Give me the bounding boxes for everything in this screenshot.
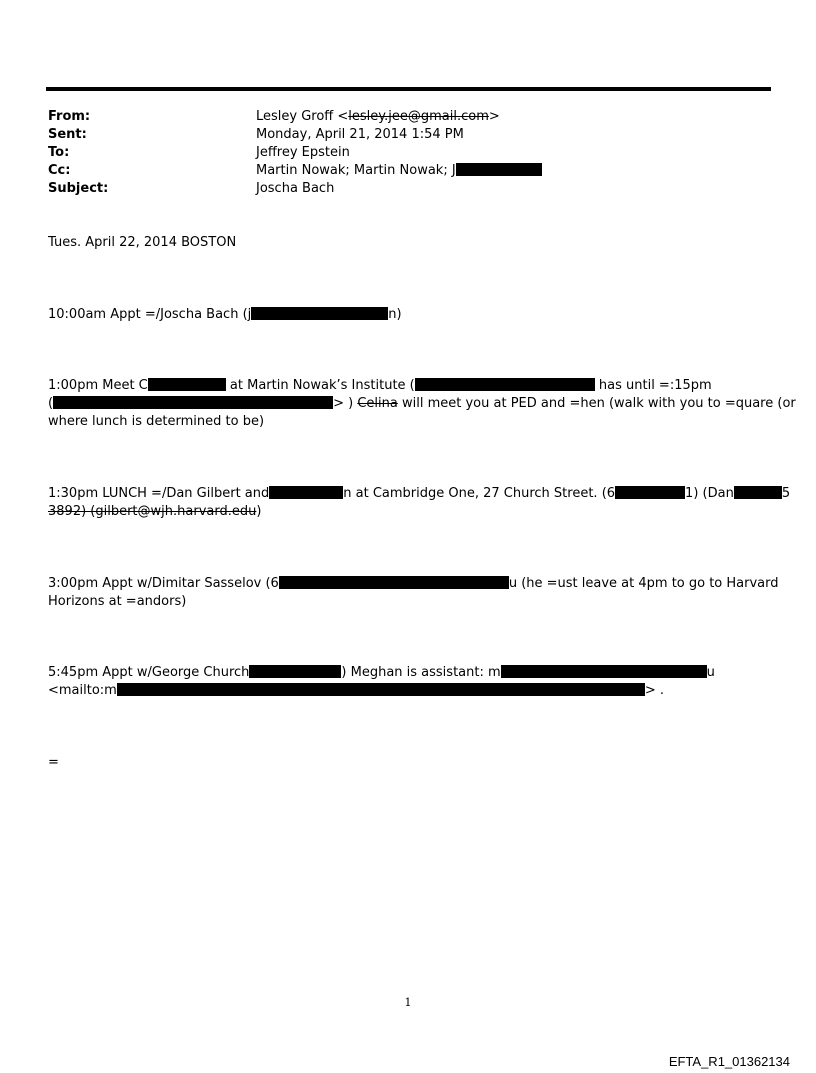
document-id: EFTA_R1_01362134 (668, 1054, 790, 1069)
appt-text: 1) (Dan (685, 486, 734, 501)
struck-contact: 3892) (gilbert@wjh.harvard.edu (48, 504, 257, 519)
appt-text: 10:00am Appt =/Joscha Bach (j (48, 307, 252, 322)
appt-text: 5:45pm Appt w/George Church (48, 665, 250, 680)
redaction-bar (148, 378, 226, 391)
appt-text: at Martin Nowak’s Institute ( (229, 378, 415, 393)
cc-value (256, 162, 542, 180)
subject-label: Subject: (48, 181, 109, 196)
sent-label: Sent: (48, 127, 87, 142)
paren-open: ( (48, 396, 54, 411)
redaction-bar (734, 486, 782, 499)
redaction-bar (117, 683, 645, 696)
appt-lunch-line2 (48, 503, 261, 521)
cc-label: Cc: (48, 163, 71, 178)
redaction-bar (269, 486, 343, 499)
appt-text: n) (388, 307, 402, 322)
from-close: > (488, 109, 500, 124)
page-number: 1 (404, 996, 412, 1009)
redaction-bar (501, 665, 707, 678)
sent-value: Monday, April 21, 2014 1:54 PM (256, 127, 464, 142)
redaction-bar (415, 378, 595, 391)
redaction-bar (279, 576, 509, 589)
to-label: To: (48, 145, 70, 160)
redaction-bar (249, 665, 341, 678)
appt-text: ) Meghan is assistant: m (341, 665, 501, 680)
equals-line: = (48, 755, 59, 770)
appt-text: 3:00pm Appt w/Dimitar Sasselov (6 (48, 576, 279, 591)
date-line: Tues. April 22, 2014 BOSTON (48, 235, 237, 250)
appt-joscha (48, 306, 402, 324)
from-name: Lesley Groff < (256, 109, 349, 124)
header-divider (46, 87, 771, 91)
appt-text: <mailto:m (48, 683, 117, 698)
appt-text: 1:30pm LUNCH =/Dan Gilbert and (48, 486, 270, 501)
appt-dimitar-line2: Horizons at =andors) (48, 594, 187, 609)
appt-lunch-line1 (48, 485, 790, 503)
appt-dimitar-line1 (48, 575, 779, 593)
cc-text: Martin Nowak; Martin Nowak; J (256, 163, 456, 178)
appt-martin-line2 (48, 395, 796, 413)
redaction-bar (615, 486, 685, 499)
appt-church-line2 (48, 682, 664, 700)
subject-value: Joscha Bach (256, 181, 335, 196)
appt-text: > ) (333, 396, 354, 411)
redaction-bar (53, 396, 333, 409)
appt-text: 1:00pm Meet C (48, 378, 148, 393)
redaction-bar (251, 307, 388, 320)
appt-text: ) (256, 504, 262, 519)
struck-name: Celina (357, 396, 398, 411)
appt-church-line1 (48, 664, 715, 682)
appt-text: has until =:15pm (598, 378, 712, 393)
appt-text: will meet you at PED and =hen (walk with you to =quare (or (401, 396, 796, 411)
to-value: Jeffrey Epstein (256, 145, 350, 160)
from-email: lesley.jee@gmail.com (348, 109, 489, 124)
appt-text: > . (644, 683, 665, 698)
appt-martin-line3: where lunch is determined to be) (48, 414, 265, 429)
from-label: From: (48, 109, 91, 124)
appt-martin-line1 (48, 377, 712, 395)
appt-text: 5 (781, 486, 791, 501)
appt-text: u (706, 665, 715, 680)
appt-text: n at Cambridge One, 27 Church Street. (6 (343, 486, 616, 501)
redaction-bar (456, 163, 542, 176)
from-value (256, 108, 500, 126)
appt-text: u (he =ust leave at 4pm to go to Harvard (508, 576, 779, 591)
